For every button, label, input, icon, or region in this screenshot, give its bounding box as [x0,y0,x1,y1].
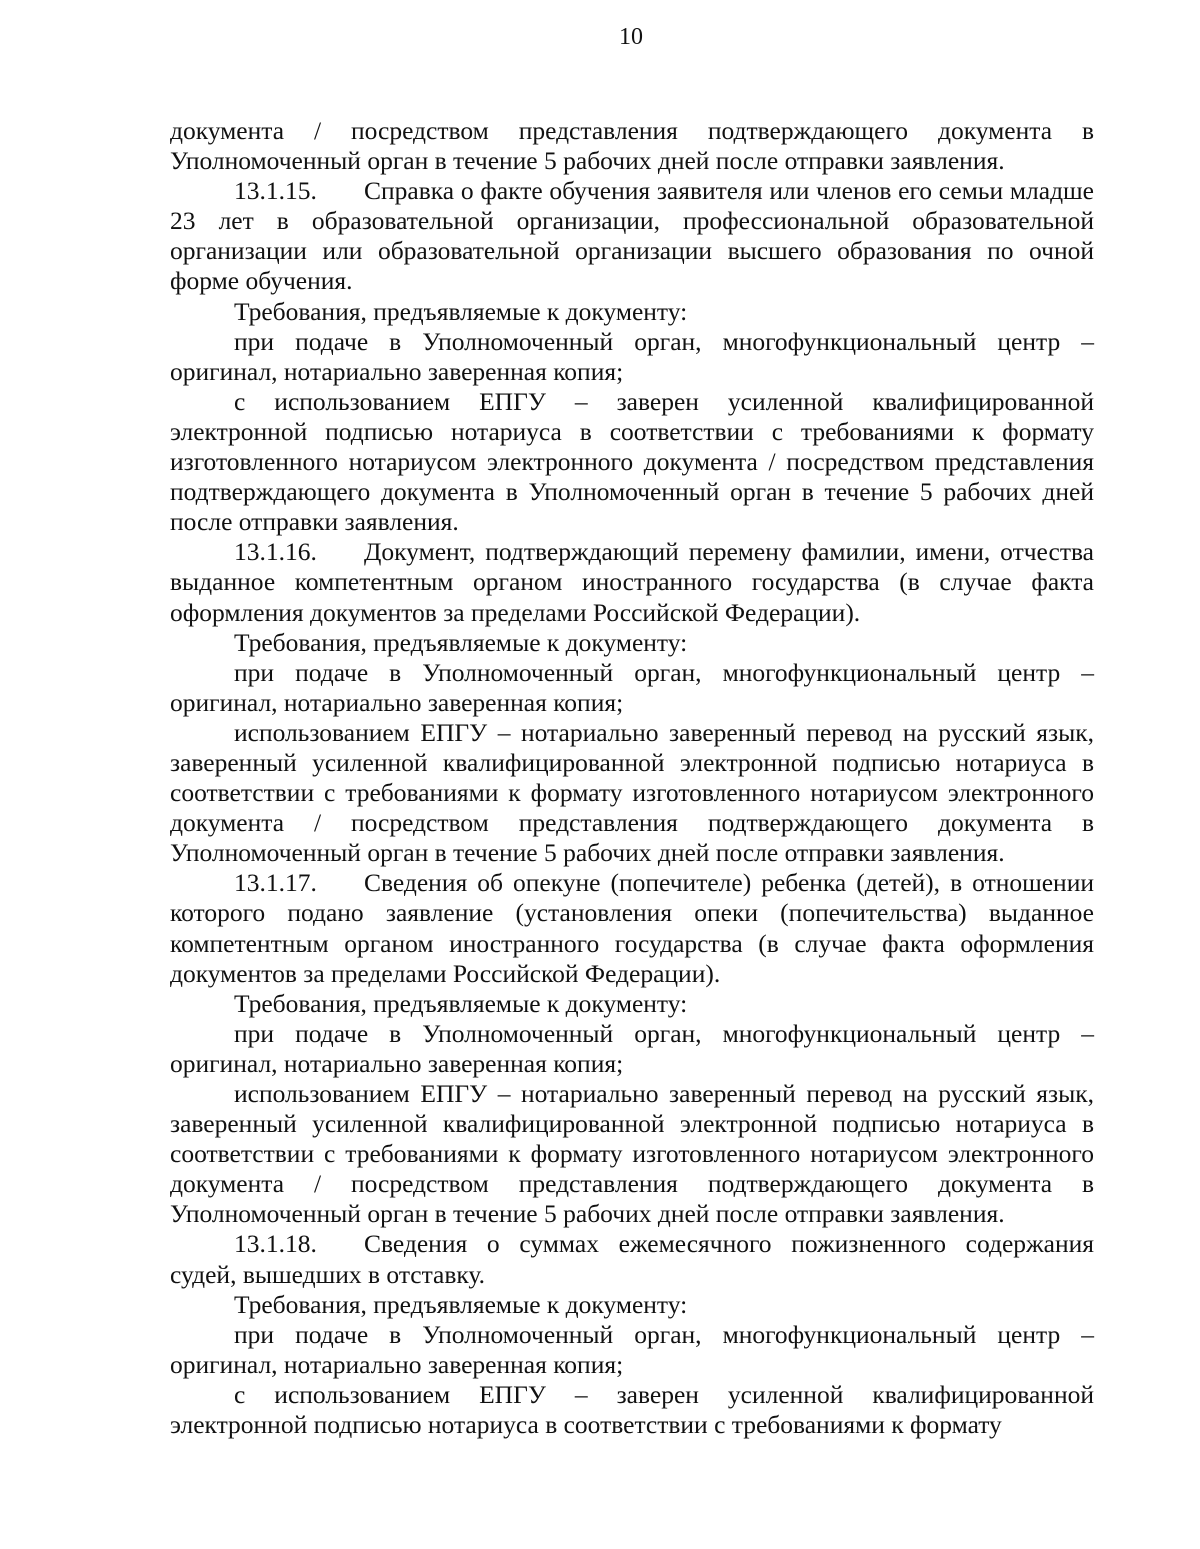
paragraph [170,718,1094,868]
document-body [170,116,1094,1440]
paragraph [170,628,1094,658]
paragraph-text: использованием ЕПГУ – нотариально заверенный перевод на русский язык, заверенный усиленной квалифицированной электронной подписью нотариуса в соответствии с требованиями к формату изготовленного нотариусом электронного документа / посредством представления подтверждающего документа в Уполномоченный орган в течение 5 рабочих дней после отправки заявления. [170,717,1094,868]
paragraph-text: документа / посредством представления подтверждающего документа в Уполномоченный орган в течение 5 рабочих дней после отправки заявления. [170,116,1094,176]
paragraph-text: Сведения о суммах ежемесячного пожизненного содержания судей, вышедших в отставку. [170,1229,1094,1289]
paragraph [170,989,1094,1019]
paragraph-text: Справка о факте обучения заявителя или членов его семьи младше 23 лет в образовательной организации, профессиональной образовательной организации или образовательной организации высшего образования по очной форме обучения. [170,176,1094,296]
paragraph [170,1019,1094,1079]
paragraph-continuation [170,116,1094,176]
paragraph [170,658,1094,718]
paragraph [170,1290,1094,1320]
item-number: 13.1.16. [234,537,317,567]
page-number: 10 [619,24,643,50]
paragraph-item-13-1-16 [170,537,1094,627]
paragraph-text: использованием ЕПГУ – нотариально заверенный перевод на русский язык, заверенный усиленной квалифицированной электронной подписью нотариуса в соответствии с требованиями к формату изготовленного нотариусом электронного документа / посредством представления подтверждающего документа в Уполномоченный орган в течение 5 рабочих дней после отправки заявления. [170,1079,1094,1229]
paragraph-text: Требования, предъявляемые к документу: [234,296,688,326]
paragraph [170,327,1094,387]
paragraph-text: при подаче в Уполномоченный орган, многофункциональный центр – оригинал, нотариально заверенная копия; [170,326,1094,386]
paragraph-text: при подаче в Уполномоченный орган, многофункциональный центр – оригинал, нотариально заверенная копия; [170,1319,1094,1379]
paragraph-item-13-1-17 [170,868,1094,988]
item-number: 13.1.17. [234,868,317,898]
item-number: 13.1.15. [234,176,317,206]
paragraph-text: Требования, предъявляемые к документу: [234,988,688,1018]
paragraph-text: при подаче в Уполномоченный орган, многофункциональный центр – оригинал, нотариально заверенная копия; [170,657,1094,717]
paragraph-text: при подаче в Уполномоченный орган, многофункциональный центр – оригинал, нотариально заверенная копия; [170,1018,1094,1078]
item-number: 13.1.18. [234,1229,317,1259]
paragraph-text: Сведения об опекуне (попечителе) ребенка (детей), в отношении которого подано заявление (установления опеки (попечительства) выданное компетентным органом иностранного государства (в случае факта оформления документов за пределами Российской Федерации). [170,868,1094,988]
paragraph [170,1380,1094,1440]
paragraph-item-13-1-18 [170,1229,1094,1289]
paragraph-item-13-1-15 [170,176,1094,296]
paragraph [170,1320,1094,1380]
paragraph-text: Документ, подтверждающий перемену фамилии, имени, отчества выданное компетентным органом иностранного государства (в случае факта оформления документов за пределами Российской Федерации). [170,537,1094,627]
paragraph-text: Требования, предъявляемые к документу: [234,1289,688,1319]
paragraph [170,1079,1094,1229]
paragraph-text: Требования, предъявляемые к документу: [234,627,688,657]
paragraph-text: с использованием ЕПГУ – заверен усиленной квалифицированной электронной подписью нотариуса в соответствии с требованиями к формату [170,1379,1094,1440]
paragraph-text: с использованием ЕПГУ – заверен усиленной квалифицированной электронной подписью нотариуса в соответствии с требованиями к формату изготовленного нотариусом электронного документа / посредством представления подтверждающего документа в Уполномоченный орган в течение 5 рабочих дней после отправки заявления. [170,386,1094,537]
paragraph [170,387,1094,537]
paragraph [170,297,1094,327]
